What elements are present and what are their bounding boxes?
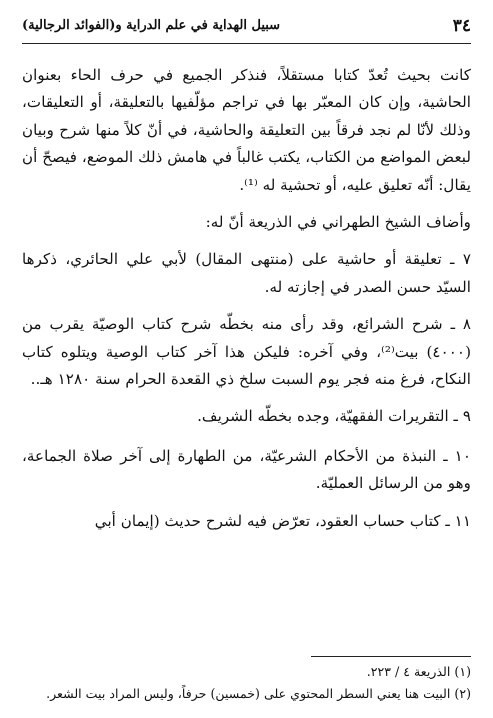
running-title: سبيل الهداية في علم الدراية و(الفوائد الرجالية) — [22, 18, 281, 33]
footnote: (٢) البيت هنا يعني السطر المحتوي على (خمسين) حرفاً، وليس المراد بيت الشعر. — [46, 686, 471, 701]
list-item: ١١ ـ كتاب حساب العقود، تعرّض فيه لشرح حديث (إيمان أبي — [94, 511, 471, 530]
list-item: ٩ ـ التقريرات الفقهيّة، وجده بخطّه الشريف. — [197, 407, 471, 426]
paragraph: وأضاف الشيخ الطهراني في الذريعة أنّ له: — [205, 213, 471, 232]
page-header — [22, 10, 471, 44]
paragraph: كانت بحيث تُعدّ كتابا مستقلاً، فنذكر الجميع في حرف الحاء بعنوان الحاشية، وإن كان المعبّر بها في تراجم مؤلّفيها بالتعليقة، أو التعليقات، وذلك لأنّا لم نجد فرقاً بين التعليقة والحاشية، في أنّ كلاً منها شرح وبيان لبعض المواضع من الكتاب، يكتب غالباً في هامش ذلك الموضع، فيصحّ أن يقال: أنّه تعليق عليه، أو تحشية له ⁽¹⁾. — [22, 66, 471, 194]
list-item: ١٠ ـ النبذة من الأحكام الشرعيّة، من الطهارة إلى آخر صلاة الجماعة، وهو من الرسائل العمليّة. — [22, 446, 471, 493]
body-text — [22, 62, 471, 545]
footnotes — [22, 656, 471, 705]
page-number: ٣٤ — [452, 15, 471, 36]
list-item: ٧ ـ تعليقة أو حاشية على (منتهى المقال) لأبي علي الحائري، ذكرها السيّد حسن الصدر في إجازته له. — [22, 250, 471, 296]
footnote: (١) الذريعة ٤ / ٢٢٣. — [366, 664, 471, 679]
list-item: ٨ ـ شرح الشرائع، وقد رأى منه بخطّه شرح كتاب الوصيّة يقرب من (٤٠٠٠) بيت⁽²⁾، وفي آخره: فليكن هذا آخر كتاب الوصية ويتلوه كتاب النكاح، فرغ منه فجر يوم السبت سلخ ذي القعدة الحرام سنة ١٢٨٠ هـ.. — [22, 315, 471, 389]
footnote-divider — [311, 656, 471, 657]
